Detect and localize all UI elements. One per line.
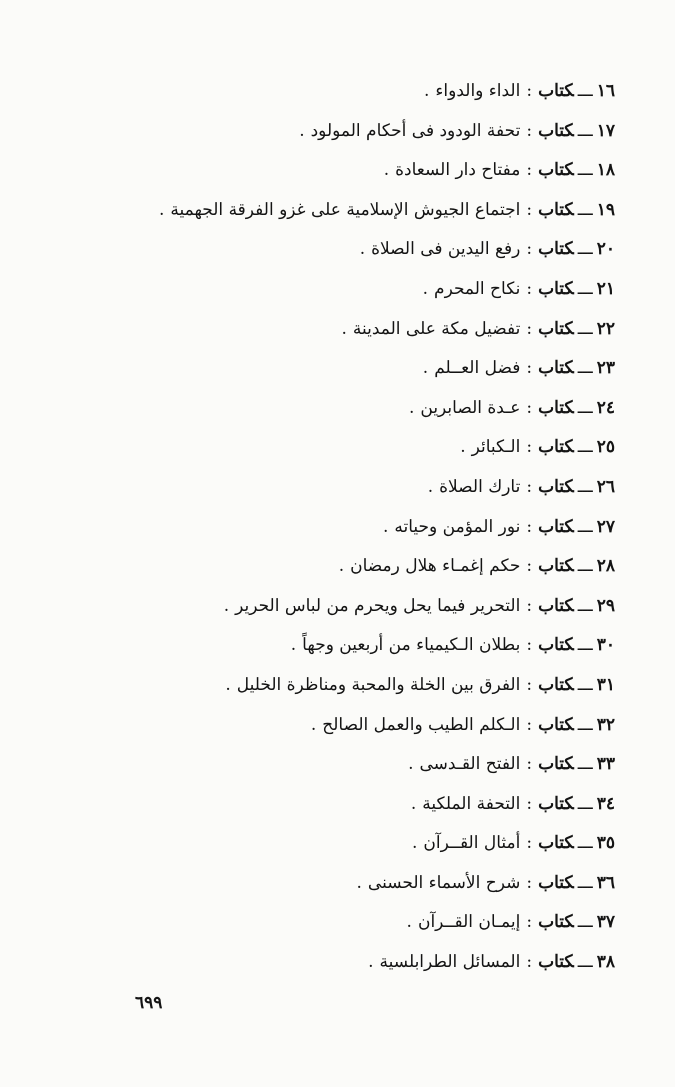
entry-colon: : (526, 516, 533, 537)
entry-number: ٣٣ (596, 754, 615, 775)
entry-dash: ـــ (577, 793, 593, 814)
entry-dash: ـــ (577, 476, 593, 497)
entry-label: كتاب (538, 239, 574, 260)
entry-label: كتاب (538, 120, 574, 141)
entry-period: . (383, 160, 390, 181)
entry-period: . (427, 476, 434, 497)
entry-colon: : (526, 278, 533, 299)
list-item (95, 151, 615, 191)
entry-period: . (338, 556, 345, 577)
entry-label: كتاب (538, 199, 574, 220)
entry-colon: : (526, 397, 533, 418)
entry-title: شرح الأسماء الحسنى (367, 872, 521, 893)
entry-dash: ـــ (577, 358, 593, 379)
entry-label: كتاب (538, 754, 574, 775)
entry-period: . (460, 437, 466, 458)
entry-colon: : (526, 556, 533, 577)
entry-title: نور المؤمن وحياته (394, 516, 521, 537)
entry-title: أمثال القــرآن (423, 833, 521, 854)
entry-label: كتاب (538, 714, 574, 735)
entry-period: . (310, 714, 317, 735)
entry-title: الداء والدواء (435, 81, 521, 101)
list-item (95, 112, 615, 152)
entry-colon: : (526, 595, 533, 616)
entry-colon: : (526, 318, 533, 339)
list-item (95, 468, 615, 508)
list-item (95, 626, 615, 666)
entry-dash: ـــ (577, 160, 593, 181)
list-item (95, 864, 615, 904)
list-item (95, 824, 615, 864)
entry-title: تحفة الودود فى أحكام المولود (310, 120, 521, 141)
entry-label: كتاب (538, 397, 574, 418)
entry-number: ٢٠ (596, 239, 615, 260)
entry-title: حكم إغمـاء هلال رمضان (350, 556, 521, 577)
entry-title: عـدة الصابرين (420, 397, 521, 418)
list-item (95, 706, 615, 746)
entry-colon: : (526, 714, 533, 735)
entry-number: ١٧ (596, 120, 615, 141)
entry-number: ١٩ (596, 199, 615, 220)
entry-title: نكاح المحرم (434, 278, 521, 299)
entry-title: الـكلم الطيب والعمل الصالح (322, 714, 521, 735)
entry-label: كتاب (538, 556, 574, 577)
entry-period: . (299, 120, 305, 141)
entry-period: . (408, 754, 414, 775)
entry-colon: : (526, 81, 533, 101)
entry-title: التحرير فيما يحل ويحرم من لباس الحرير (235, 595, 521, 616)
entry-number: ١٨ (596, 160, 615, 181)
entry-period: . (359, 239, 366, 260)
entry-number: ٢٦ (596, 476, 615, 497)
entry-colon: : (526, 872, 533, 893)
entry-period: . (356, 872, 362, 893)
entry-number: ٣٦ (596, 872, 615, 893)
entry-label: كتاب (538, 358, 574, 379)
entry-dash: ـــ (577, 81, 593, 101)
entry-label: كتاب (538, 952, 574, 973)
entry-dash: ـــ (577, 872, 593, 893)
list-item (95, 745, 615, 785)
entry-dash: ـــ (577, 833, 593, 854)
entry-number: ١٦ (596, 81, 615, 101)
entry-label: كتاب (538, 318, 574, 339)
entry-label: كتاب (538, 516, 574, 537)
entry-dash: ـــ (577, 952, 593, 973)
entry-number: ٢١ (596, 278, 615, 299)
entry-number: ٢٩ (596, 595, 615, 616)
entry-label: كتاب (538, 278, 574, 299)
entry-label: كتاب (538, 872, 574, 893)
entry-colon: : (526, 120, 533, 141)
entry-colon: : (526, 239, 533, 260)
entry-title: بطلان الـكيمياء من أربعين وجهاً (302, 635, 521, 656)
entry-period: . (422, 278, 429, 299)
entry-dash: ـــ (577, 595, 593, 616)
entry-label: كتاب (538, 160, 574, 181)
entry-number: ٢٧ (596, 516, 615, 537)
entry-colon: : (526, 635, 533, 656)
entry-period: . (382, 516, 389, 537)
entry-period: . (341, 318, 347, 339)
list-item (95, 943, 615, 983)
entry-colon: : (526, 833, 533, 854)
entry-colon: : (526, 358, 533, 379)
entry-label: كتاب (538, 437, 574, 458)
entry-dash: ـــ (577, 516, 593, 537)
entry-period: . (410, 793, 417, 814)
entry-title: تفضيل مكة على المدينة (352, 318, 521, 339)
entry-period: . (424, 81, 430, 101)
entry-label: كتاب (538, 595, 574, 616)
entry-dash: ـــ (577, 556, 593, 577)
entry-colon: : (526, 793, 533, 814)
list-item (95, 428, 615, 468)
entry-dash: ـــ (577, 635, 593, 656)
entry-colon: : (526, 437, 533, 458)
entry-period: . (408, 397, 415, 418)
list-item (95, 666, 615, 706)
entry-colon: : (526, 674, 533, 695)
entry-colon: : (526, 912, 533, 933)
entry-dash: ـــ (577, 754, 593, 775)
entry-label: كتاب (538, 674, 574, 695)
entry-label: كتاب (538, 476, 574, 497)
entry-title: اجتماع الجيوش الإسلامية على غزو الفرقة الجهمية (170, 199, 521, 220)
entry-period: . (223, 595, 230, 616)
entry-dash: ـــ (577, 120, 593, 141)
entry-colon: : (526, 754, 533, 775)
entry-title: رفع اليدين فى الصلاة (371, 239, 521, 260)
list-item (95, 547, 615, 587)
entry-dash: ـــ (577, 199, 593, 220)
list-item (95, 349, 615, 389)
entry-label: كتاب (538, 833, 574, 854)
entry-colon: : (526, 952, 533, 973)
entry-label: كتاب (538, 81, 574, 101)
entry-number: ٢٨ (596, 556, 615, 577)
entry-label: كتاب (538, 635, 574, 656)
entry-title: تارك الصلاة (439, 476, 521, 497)
entry-dash: ـــ (577, 714, 593, 735)
entry-number: ٢٢ (596, 318, 615, 339)
entry-title: فضل العــلم (434, 358, 521, 379)
list-item (95, 508, 615, 548)
list-item (95, 270, 615, 310)
entry-number: ٣٥ (596, 833, 615, 854)
entry-period: . (411, 833, 418, 854)
entry-title: المسائل الطرابلسية (379, 952, 521, 973)
list-item (95, 72, 615, 112)
entry-period: . (290, 635, 297, 656)
entry-period: . (368, 952, 374, 973)
entry-title: مفتاح دار السعادة (395, 160, 521, 181)
entry-label: كتاب (538, 793, 574, 814)
entry-colon: : (526, 199, 533, 220)
list-item (95, 191, 615, 231)
entry-dash: ـــ (577, 239, 593, 260)
list-item (95, 785, 615, 825)
entry-number: ٣٠ (596, 635, 615, 656)
entry-title: الفرق بين الخلة والمحبة ومناظرة الخليل (236, 674, 521, 695)
entry-title: الفتح القـدسى (419, 754, 521, 775)
entry-colon: : (526, 160, 533, 181)
entry-number: ٢٣ (596, 358, 615, 379)
entry-dash: ـــ (577, 912, 593, 933)
entry-dash: ـــ (577, 318, 593, 339)
entry-period: . (406, 912, 412, 933)
list-item (95, 230, 615, 270)
entry-number: ٢٥ (596, 437, 615, 458)
entry-number: ٣١ (596, 674, 615, 695)
entry-dash: ـــ (577, 397, 593, 418)
list-item (95, 310, 615, 350)
entry-period: . (225, 674, 231, 695)
entry-number: ٣٢ (596, 714, 615, 735)
entry-dash: ـــ (577, 278, 593, 299)
entry-dash: ـــ (577, 674, 593, 695)
book-list (95, 72, 615, 983)
entry-title: الـكبائر (471, 437, 521, 458)
entry-title: التحفة الملكية (422, 793, 521, 814)
entry-period: . (158, 199, 165, 220)
entry-number: ٣٧ (596, 912, 615, 933)
entry-dash: ـــ (577, 437, 593, 458)
page-number: ٦٩٩ (135, 993, 163, 1013)
entry-colon: : (526, 476, 533, 497)
entry-number: ٣٤ (596, 793, 615, 814)
entry-number: ٢٤ (596, 397, 615, 418)
list-item (95, 389, 615, 429)
entry-label: كتاب (538, 912, 574, 933)
list-item (95, 587, 615, 627)
entry-number: ٣٨ (596, 952, 615, 973)
entry-period: . (422, 358, 429, 379)
entry-title: إيمـان القــرآن (417, 912, 521, 933)
list-item (95, 903, 615, 943)
